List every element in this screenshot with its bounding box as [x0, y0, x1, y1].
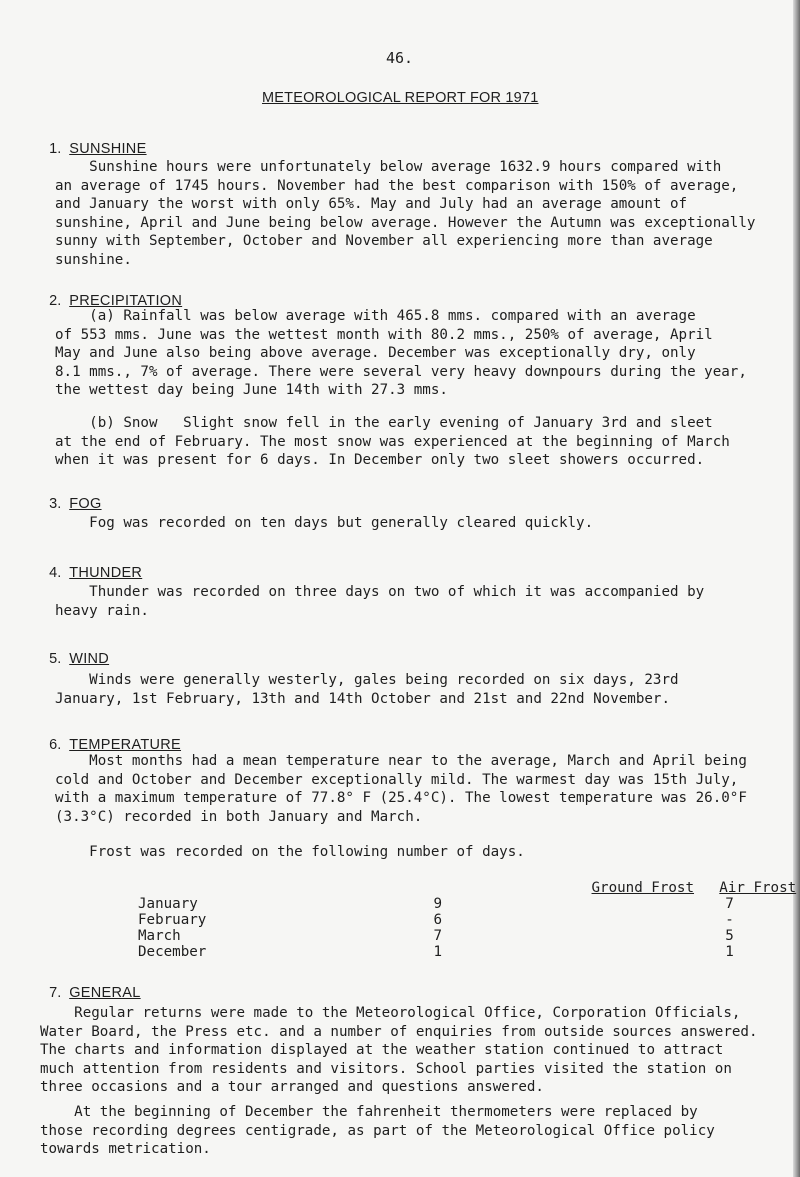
temperature-paragraph — [55, 752, 775, 826]
text-line: Most months had a mean temperature near to the average, March and April being — [55, 753, 747, 769]
text-line: sunny with September, October and November all experiencing more than average — [55, 233, 713, 250]
row-air-frost: 7 — [725, 896, 734, 912]
snow-paragraph — [55, 414, 775, 470]
text-line: January, 1st February, 13th and 14th October and 21st and 22nd November. — [55, 690, 670, 707]
row-air-frost: - — [725, 912, 734, 928]
row-air-frost: 5 — [725, 928, 734, 944]
row-ground-frost: 7 — [433, 928, 443, 944]
report-title: METEOROLOGICAL REPORT FOR 1971 — [262, 90, 539, 106]
frost-intro-paragraph — [55, 843, 775, 862]
text-line: heavy rain. — [55, 602, 149, 619]
text-line: the wettest day being June 14th with 27.3 mms. — [55, 382, 448, 399]
rainfall-paragraph — [55, 307, 775, 400]
section-title: GENERAL — [69, 985, 141, 1001]
table-header-row — [138, 880, 800, 896]
text-line: those recording degrees centigrade, as part of the Meteorological Office policy — [40, 1122, 715, 1139]
text-line: towards metrication. — [40, 1141, 211, 1158]
text-line: (a) Rainfall was below average with 465.8 mms. compared with an average — [55, 308, 696, 324]
table-header-month — [138, 880, 377, 896]
row-air-frost: 1 — [725, 944, 734, 960]
text-line: cold and October and December exceptionally mild. The warmest day was 15th July, — [55, 771, 739, 788]
page-edge-shadow — [793, 0, 800, 1177]
text-line: (b) Snow Slight snow fell in the early evening of January 3rd and sleet — [55, 415, 713, 431]
text-line: three occasions and a tour arranged and questions answered. — [40, 1079, 544, 1096]
section-number: 2. — [49, 293, 62, 309]
table-header-air-frost: Air Frost — [719, 880, 797, 896]
row-ground-frost: 1 — [433, 944, 443, 960]
section-title: WIND — [69, 651, 110, 667]
text-line: Thunder was recorded on three days on two of which it was accompanied by — [55, 584, 705, 600]
text-line: of 553 mms. June was the wettest month with 80.2 mms., 250% of average, April — [55, 326, 713, 343]
text-line: at the end of February. The most snow was experienced at the beginning of March — [55, 433, 730, 450]
text-line: May and June also being above average. December was exceptionally dry, only — [55, 345, 696, 362]
row-month: February — [138, 912, 207, 928]
table-row — [138, 928, 800, 944]
section-number: 1. — [49, 141, 62, 157]
text-line: (3.3°C) recorded in both January and March. — [55, 808, 423, 825]
table-row — [138, 896, 800, 912]
frost-days-table — [138, 880, 800, 960]
table-header-ground-frost: Ground Frost — [591, 880, 695, 896]
section-title: TEMPERATURE — [69, 737, 182, 753]
thunder-paragraph — [55, 583, 775, 620]
section-title: FOG — [69, 496, 102, 512]
metrication-paragraph — [40, 1103, 780, 1159]
text-line: much attention from residents and visitors. School parties visited the station on — [40, 1060, 732, 1077]
text-line: 8.1 mms., 7% of average. There were several very heavy downpours during the year, — [55, 363, 747, 380]
text-line: Fog was recorded on ten days but generally cleared quickly. — [55, 515, 594, 531]
section-number: 3. — [49, 496, 62, 512]
text-line: Regular returns were made to the Meteorological Office, Corporation Officials, — [40, 1005, 741, 1021]
text-line: Frost was recorded on the following number of days. — [55, 844, 525, 860]
section-title: PRECIPITATION — [69, 293, 183, 309]
row-month: January — [138, 896, 198, 912]
text-line: sunshine. — [55, 251, 132, 268]
section-number: 6. — [49, 737, 62, 753]
row-month: December — [138, 944, 207, 960]
section-title: SUNSHINE — [69, 141, 147, 157]
text-line: At the beginning of December the fahrenheit thermometers were replaced by — [40, 1104, 698, 1120]
text-line: Water Board, the Press etc. and a number of enquiries from outside sources answered. — [40, 1023, 758, 1040]
text-line: when it was present for 6 days. In December only two sleet showers occurred. — [55, 452, 705, 469]
section-number: 7. — [49, 985, 62, 1001]
text-line: sunshine, April and June being below average. However the Autumn was exceptionally — [55, 214, 756, 231]
table-row — [138, 912, 800, 928]
sunshine-paragraph — [55, 158, 775, 270]
section-number: 5. — [49, 651, 62, 667]
page-number: 46. — [386, 49, 414, 67]
text-line: Sunshine hours were unfortunately below average 1632.9 hours compared with — [55, 159, 722, 175]
table-row — [138, 944, 800, 960]
section-number: 4. — [49, 565, 62, 581]
text-line: and January the worst with only 65%. May and July had an average amount of — [55, 196, 688, 213]
text-line: with a maximum temperature of 77.8° F (25.4°C). The lowest temperature was 26.0°F — [55, 790, 747, 807]
text-line: The charts and information displayed at the weather station continued to attract — [40, 1042, 724, 1059]
section-title: THUNDER — [69, 565, 143, 581]
general-paragraph — [40, 1004, 780, 1097]
row-ground-frost: 9 — [433, 896, 443, 912]
text-line: Winds were generally westerly, gales being recorded on six days, 23rd — [55, 672, 679, 688]
fog-paragraph — [55, 514, 775, 533]
wind-paragraph — [55, 671, 775, 708]
text-line: an average of 1745 hours. November had the best comparison with 150% of average, — [55, 177, 739, 194]
row-month: March — [138, 928, 181, 944]
row-ground-frost: 6 — [433, 912, 443, 928]
